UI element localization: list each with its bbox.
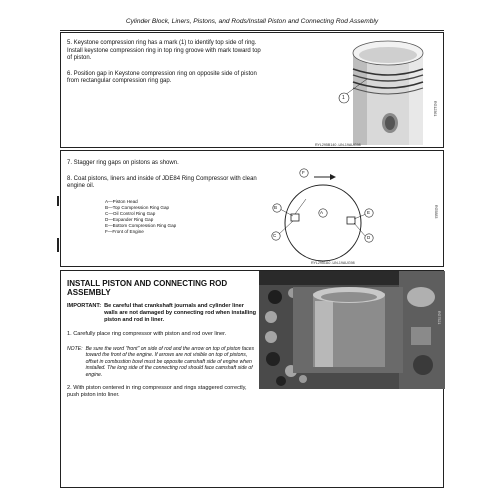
callout-b: B <box>274 205 278 210</box>
section-ring-gaps <box>60 150 444 267</box>
figure-code: RG12361 <box>433 101 437 117</box>
legend <box>105 199 265 235</box>
figure-code: RG7521 <box>437 311 441 325</box>
legend-item: F—Front of Engine <box>105 229 144 234</box>
callout-f: F <box>302 170 305 175</box>
edge-mark <box>57 238 59 252</box>
step-1: 1. Carefully place ring compressor with piston and rod over liner. <box>67 331 227 337</box>
piston-ring-illustration <box>319 35 443 147</box>
callout-1: 1 <box>342 95 345 101</box>
section-text <box>67 40 265 94</box>
section-text <box>67 160 265 199</box>
page-header: Cylinder Block, Liners, Pistons, and Rods/Install Piston and Connecting Rod Assembly <box>60 14 444 31</box>
note <box>67 346 257 378</box>
callout-a: A <box>320 210 324 215</box>
legend-item: C—Oil Control Ring Gap <box>105 211 156 216</box>
legend-item: D—Expander Ring Gap <box>105 217 154 222</box>
important-text: Be careful that crankshaft journals and cylinder liner walls are not damaged by connecting rod when installing piston and rod in liner. <box>104 303 257 323</box>
callout-d: D <box>367 235 371 240</box>
figure-ref: RYL2951A0 -UN-19AUG98 <box>311 261 355 265</box>
legend-item: E—Bottom Compression Ring Gap <box>105 223 177 228</box>
edge-mark <box>57 196 59 206</box>
step-5: 5. Keystone compression ring has a mark (1) to identify top side of ring. Install keystone compression ring in top ring groove with mark toward top of piston. <box>67 40 261 61</box>
section-install-piston <box>60 270 444 488</box>
piston-install-photo <box>259 271 445 389</box>
important-label: IMPORTANT: <box>67 303 102 309</box>
section-title: INSTALL PISTON AND CONNECTING ROD ASSEMBLY <box>67 279 228 297</box>
note-label: NOTE: <box>67 346 83 352</box>
callout-e: E <box>367 210 371 215</box>
figure-ref: RYL295B140 -UN-19AUG98 <box>315 143 361 147</box>
step-6: 6. Position gap in Keystone compression ring on opposite side of piston from rectangular compression ring gap. <box>67 70 257 84</box>
important-note <box>67 303 257 324</box>
legend-item: A—Piston Head <box>105 199 138 204</box>
step-2: 2. With piston centered in ring compressor and rings staggered correctly, push piston into liner. <box>67 385 247 399</box>
section-text <box>67 279 257 407</box>
step-7: 7. Stagger ring gaps on pistons as shown. <box>67 160 179 166</box>
figure-code: RG5883 <box>434 205 438 219</box>
section-keystone-ring <box>60 32 444 148</box>
ring-gap-diagram <box>266 159 442 263</box>
note-text: Be sure the word "front" on side of rod and the arrow on top of piston faces toward the front of the engine. If arrows are not visible on top of pistons, offset in combustion bowl must be opposite camshaft side of engine when installed. The long side of the connecting rod should face camshaft side of engine. <box>85 346 254 378</box>
legend-item: B—Top Compression Ring Gap <box>105 205 170 210</box>
step-8: 8. Coat pistons, liners and inside of JDE84 Ring Compressor with clean engine oil. <box>67 175 257 189</box>
callout-c: C <box>273 233 277 238</box>
